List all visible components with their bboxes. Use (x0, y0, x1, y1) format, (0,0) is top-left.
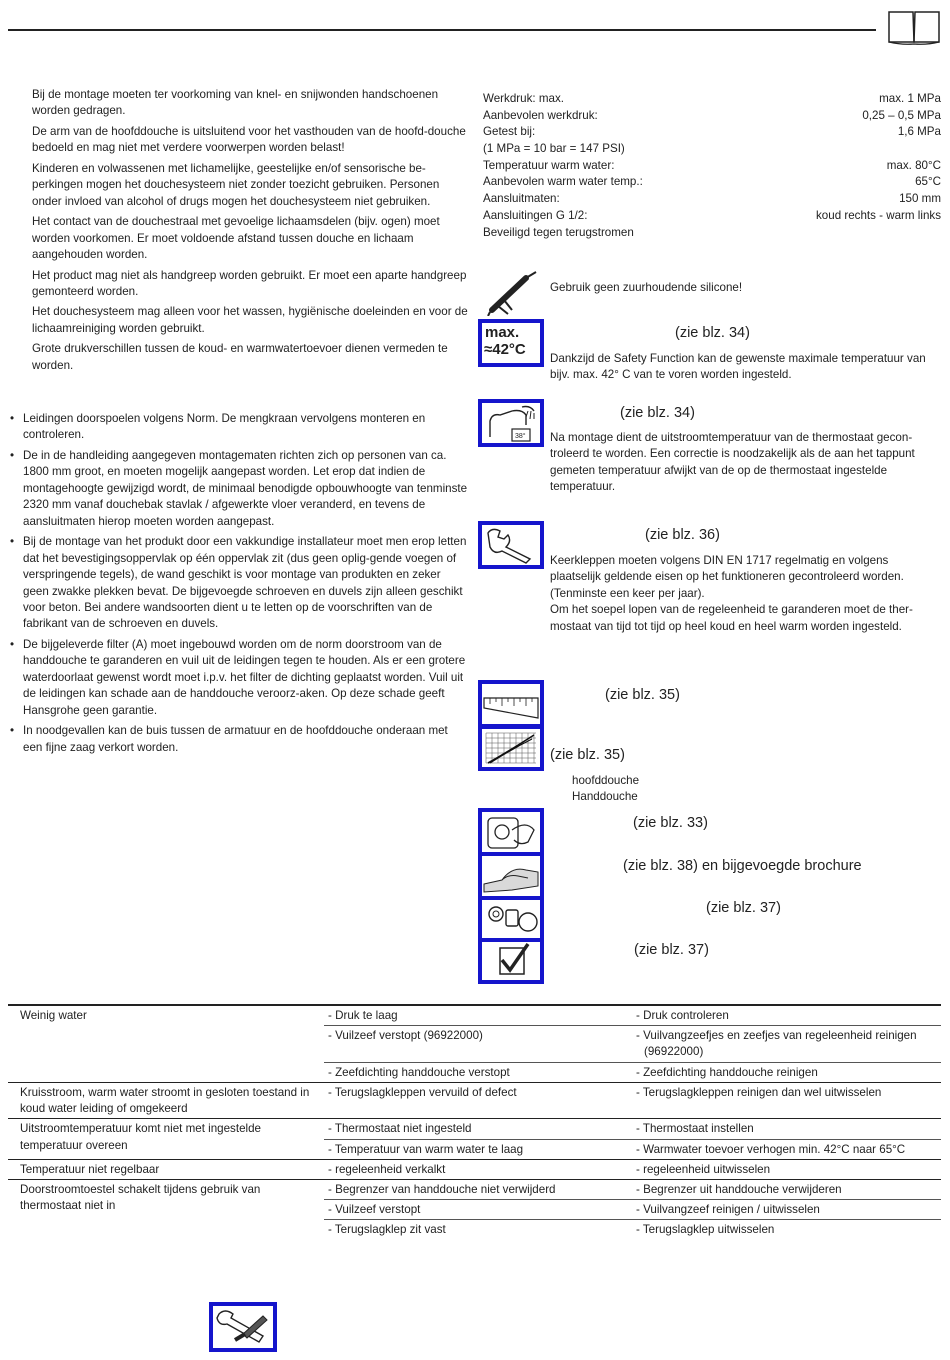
spec-row (483, 191, 941, 208)
thermometer-label: 38° (515, 433, 526, 440)
max-temperature-icon (478, 319, 544, 367)
spec-label: (1 MPa = 10 bar = 147 PSI) (483, 142, 625, 156)
page-ref: (zie blz. 37) (634, 942, 709, 958)
problem-cell: Kruisstroom, warm water stroomt in gesloten toestand in koud water leiding of omgekeerd (8, 1082, 324, 1118)
safety-notes (32, 87, 468, 378)
spec-label: Beveiligd tegen terugstromen (483, 225, 634, 239)
remedy-cell: - Begrenzer uit handdouche verwijderen (632, 1179, 941, 1199)
spec-row (483, 208, 941, 225)
remedy-cell: - Zeefdichting handdouche reinigen (632, 1062, 941, 1082)
safety-paragraph: Grote drukverschillen tussen de koud- en warmwatertoevoer dienen vermeden te worden. (32, 342, 448, 372)
safety-paragraph: Kinderen en volwassenen met lichamelijke, geestelijke en/of sensorische be-perkingen mogen het douchesysteem niet zonder toezicht gebruiken. Personen onder invloed van alcohol of drugs mogen het douchesysteem niet gebruiken. (32, 161, 440, 208)
safety-paragraph: Het douchesysteem mag alleen voor het wassen, hygiënische doeleinden en voor de lichaamreiniging worden gebruikt. (32, 305, 468, 335)
spec-label: Aansluitingen G 1/2: (483, 208, 588, 222)
spec-row (483, 108, 941, 125)
list-item: • De in de handleiding aangegeven montagematen richten zich op personen van ca. 1800 mm groot, en moeten mogelijk aangepast worden. Let erop dat indien de montagehoogte gewijzigd wordt, de minimaal benodigde opbouwhoogte van tenminste 2320 mm vanaf douchebak stavlak / afgewerkte vloer veranderd, en tevens de aansluitmaten hierop moeten worden aangepast. (8, 448, 468, 530)
safety-paragraph: Bij de montage moeten ter voorkoming van knel- en snijwonden handschoenen worden gedragen. (32, 88, 439, 118)
spec-row (483, 91, 941, 108)
remedy-cell: - Terugslagklep uitwisselen (632, 1220, 941, 1240)
remedy-cell: - regeleenheid uitwisselen (632, 1159, 941, 1179)
spec-label: Aansluitmaten: (483, 192, 560, 206)
ruler-icon (478, 680, 544, 728)
spec-label: Aanbevolen warm water temp.: (483, 175, 643, 189)
cause-cell: - Temperatuur van warm water te laag (324, 1139, 632, 1159)
safety-function-text: Dankzijd de Safety Function kan de gewenste maximale temperatuur van bijv. max. 42° C van te voren worden ingesteld. (550, 352, 926, 382)
remedy-cell: - Vuilvangzeefjes en zeefjes van regeleenheid reinigen (96922000) (632, 1026, 941, 1062)
remedy-cell: - Terugslagkleppen reinigen dan wel uitwisselen (632, 1082, 941, 1118)
spec-row (483, 158, 941, 175)
table-row (8, 1082, 941, 1118)
remedy-cell: - Thermostaat instellen (632, 1119, 941, 1139)
installation-notes (8, 411, 468, 760)
spec-row (483, 174, 941, 191)
cause-cell: - regeleenheid verkalkt (324, 1159, 632, 1179)
table-row (8, 1005, 941, 1026)
technical-data (483, 91, 941, 241)
page-ref: (zie blz. 34) (675, 325, 750, 341)
spec-row (483, 141, 941, 158)
calibration-text: Na montage dient de uitstroomtemperatuur van de thermostaat gecon-troleerd te worden. Een correctie is noodzakelijk als de aan het tappunt gemeten temperatuur afwijkt van de op de thermostaat ingestelde temperatuur. (550, 431, 915, 494)
legend-item: Handdouche (572, 790, 638, 804)
spec-value: max. 1 MPa (879, 92, 941, 105)
spec-value: 65°C (915, 175, 941, 189)
safety-paragraph: De arm van de hoofddouche is uitsluitend voor het vasthouden van de hoofd-douche bedoeld en mag niet met verdere voorwerpen worden belast! (32, 124, 466, 155)
maintenance-paragraph: Keerkleppen moeten volgens DIN EN 1717 regelmatig en volgens plaatselijk geldende eisen op het funktioneren gecontroleerd worden. (Tenminste een keer per jaar). (550, 554, 904, 600)
tools-icon (209, 1302, 277, 1352)
spec-value: 150 mm (899, 192, 941, 206)
spec-value: max. 80°C (886, 158, 941, 172)
header-rule (8, 29, 876, 31)
cause-cell: - Vuilzeef verstopt (96922000) (324, 1026, 632, 1062)
spec-label: Aanbevolen werkdruk: (483, 108, 598, 122)
page-ref: (zie blz. 36) (645, 527, 720, 543)
table-row (8, 1179, 941, 1199)
maintenance-text (550, 553, 942, 635)
assembly-icon (478, 808, 544, 856)
book-icon (887, 8, 941, 46)
safety-paragraph: Het product mag niet als handgreep worden gebruikt. Er moet een aparte handgreep gemonteerd worden. (32, 268, 467, 298)
list-item: • De bijgeleverde filter (A) moet ingebouwd worden om de norm doorstroom van de handdouche te garanderen en vuil uit de leidingen tegen te houden. Als er een grotere waterdoorlaat gewenst wordt moet i.p.v. het filter de dichting geplaatst worden. Vuil uit de leidingen kan schade aan de handdouche veroorz-aken. Op deze schade geeft Hansgrohe geen garantie. (8, 637, 468, 719)
flow-legend (572, 773, 639, 806)
cause-cell: - Druk te laag (324, 1005, 632, 1026)
problem-cell: Weinig water (8, 1005, 324, 1082)
calibration-icon (478, 399, 544, 447)
spec-label: Temperatuur warm water: (483, 158, 615, 172)
table-row (8, 1159, 941, 1179)
list-item: • Leidingen doorspoelen volgens Norm. De mengkraan vervolgens monteren en controleren. (8, 411, 468, 444)
silicone-gun-icon (486, 270, 544, 316)
spare-parts-icon (478, 896, 544, 942)
spec-value: 1,6 MPa (897, 125, 941, 139)
cleaning-hand-icon (478, 852, 544, 900)
remedy-cell: - Vuilvangzeef reinigen / uitwisselen (632, 1200, 941, 1220)
cause-cell: - Vuilzeef verstopt (324, 1200, 632, 1220)
list-item: • In noodgevallen kan de buis tussen de armatuur en de hoofddouche onderaan met een fijne zaag verkort worden. (8, 723, 468, 756)
max-label: max. (485, 324, 520, 341)
remedy-cell: - Druk controleren (632, 1005, 941, 1026)
page-ref: (zie blz. 33) (633, 815, 708, 831)
legend-item: hoofddouche (572, 774, 640, 787)
problem-cell: Uitstroomtemperatuur komt niet met ingestelde temperatuur overeen (8, 1119, 324, 1159)
problem-cell: Doorstroomtoestel schakelt tijdens gebruik van thermostaat niet in (8, 1179, 324, 1239)
table-row (8, 1119, 941, 1139)
page-ref: (zie blz. 35) (550, 747, 625, 763)
wrench-icon (478, 521, 544, 569)
cause-cell: - Terugslagklep zit vast (324, 1220, 632, 1240)
problem-cell: Temperatuur niet regelbaar (8, 1159, 324, 1179)
spec-row (483, 124, 941, 141)
page-ref: (zie blz. 34) (620, 405, 695, 421)
flow-diagram-icon (478, 725, 544, 771)
maintenance-paragraph: Om het soepel lopen van de regeleenheid te garanderen moet de ther-mostaat van tijd tot tijd op heel koud en heel warm worden ingesteld. (550, 603, 913, 633)
spec-value: 0,25 – 0,5 MPa (862, 108, 941, 122)
temp-label: ≈42°C (484, 341, 526, 358)
troubleshooting-table (8, 1004, 941, 1240)
cause-cell: - Thermostaat niet ingesteld (324, 1119, 632, 1139)
spec-label: Getest bij: (483, 125, 536, 139)
cause-cell: - Terugslagkleppen vervuild of defect (324, 1082, 632, 1118)
cause-cell: - Begrenzer van handdouche niet verwijderd (324, 1179, 632, 1199)
remedy-cell: - Warmwater toevoer verhogen min. 42°C naar 65°C (632, 1139, 941, 1159)
page-ref: (zie blz. 35) (605, 687, 680, 703)
spec-value: koud rechts - warm links (816, 208, 941, 222)
test-mark-icon (478, 938, 544, 984)
safety-paragraph: Het contact van de douchestraal met gevoelige lichaamsdelen (bijv. ogen) moet worden voorkomen. Er moet voldoende afstand tussen douche en lichaam aangehouden worden. (32, 215, 440, 262)
spec-row (483, 225, 941, 242)
silicone-warning: Gebruik geen zuurhoudende silicone! (550, 281, 743, 294)
list-item: • Bij de montage van het produkt door een vakkundige installateur moet men erop letten dat het bevestigingsoppervlak op één oppervlak zit (dus geen oplig-gende voegen of verspringende tegels), de wand geschikt is voor montage van produkten en zeker geen zwakke plekken bevat. De bijgevoegde schroeven en duvels zijn alleen geschikt voor beton. Bei andere wandsoorten dient u te letten op de voorschriften van de fabrikant van de schroeven en duvels. (8, 534, 468, 633)
page-ref: (zie blz. 37) (706, 900, 781, 916)
spec-label: Werkdruk: max. (483, 92, 564, 105)
cause-cell: - Zeefdichting handdouche verstopt (324, 1062, 632, 1082)
page-ref: (zie blz. 38) en bijgevoegde brochure (623, 858, 862, 874)
